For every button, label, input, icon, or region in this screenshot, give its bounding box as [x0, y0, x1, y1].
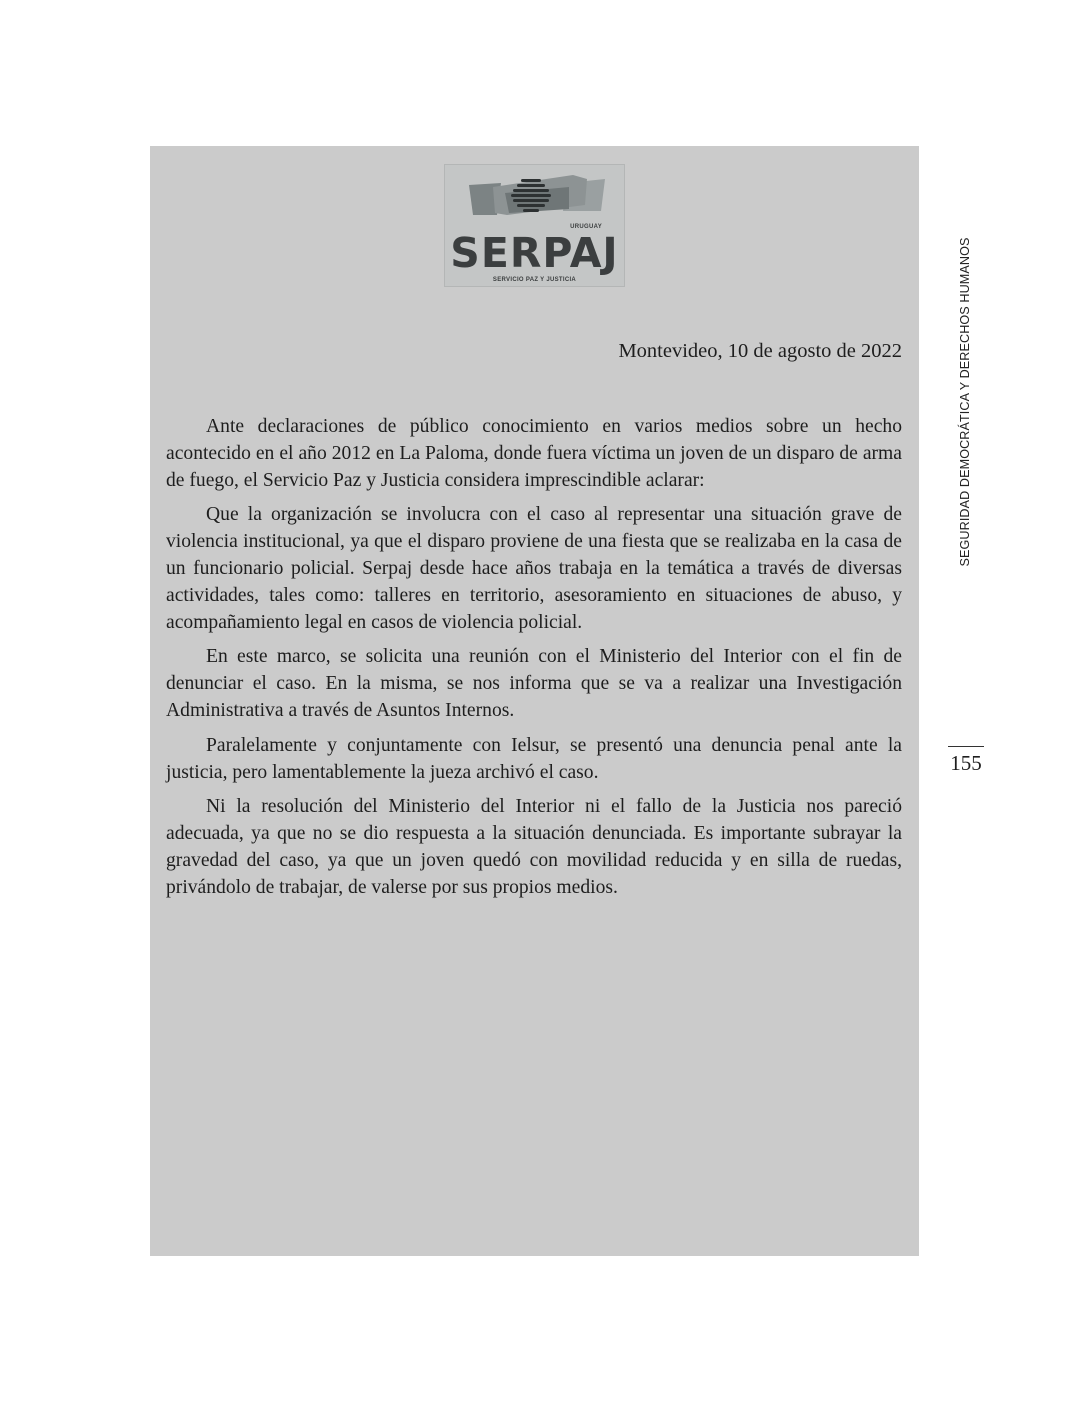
serpaj-logo: [444, 164, 625, 287]
paragraph: Ni la resolución del Ministerio del Interior ni el fallo de la Justicia nos pareció adecuada, ya que no se dio respuesta a la situación denunciada. Es importante subrayar la gravedad del caso, ya que un joven quedó con movilidad reducida y en silla de ruedas, privándolo de trabajar, de valerse por sus propios medios.: [166, 796, 902, 898]
paragraph: En este marco, se solicita una reunión con el Ministerio del Interior con el fin de denunciar el caso. En la misma, se nos informa que se va a realizar una Investigación Administrativa a través de Asuntos Internos.: [166, 646, 902, 721]
running-section-title: SEGURIDAD DEMOCRÁTICA Y DERECHOS HUMANOS: [958, 237, 972, 567]
letter-body: [166, 414, 902, 910]
paragraph: Que la organización se involucra con el caso al representar una situación grave de violencia institucional, ya que el disparo proviene de una fiesta que se realizaba en la casa de un funcionario policial. Serpaj desde hace años trabaja en la temática a través de diversas actividades, tales como: talleres en territorio, asesoramiento en situaciones de abuso, y acompañamiento legal en casos de violencia policial.: [166, 504, 902, 633]
letter-date: Montevideo, 10 de agosto de 2022: [618, 340, 902, 362]
logo-country: URUGUAY: [570, 224, 602, 230]
page-number-rule: [948, 746, 984, 747]
logo-subtitle: SERVICIO PAZ Y JUSTICIA: [492, 277, 577, 283]
paragraph: Ante declaraciones de público conocimiento en varios medios sobre un hecho acontecido en el año 2012 en La Paloma, donde fuera víctima un joven de un disparo de arma de fuego, el Servicio Paz y Justicia considera imprescindible aclarar:: [166, 416, 902, 491]
letter-panel: [150, 146, 919, 1256]
page-number: 155: [950, 751, 982, 775]
paragraph: Paralelamente y conjuntamente con Ielsur, se presentó una denuncia penal ante la justicia, pero lamentablemente la jueza archivó el caso.: [166, 734, 902, 783]
logo-wordmark: SERPAJ: [450, 229, 619, 277]
